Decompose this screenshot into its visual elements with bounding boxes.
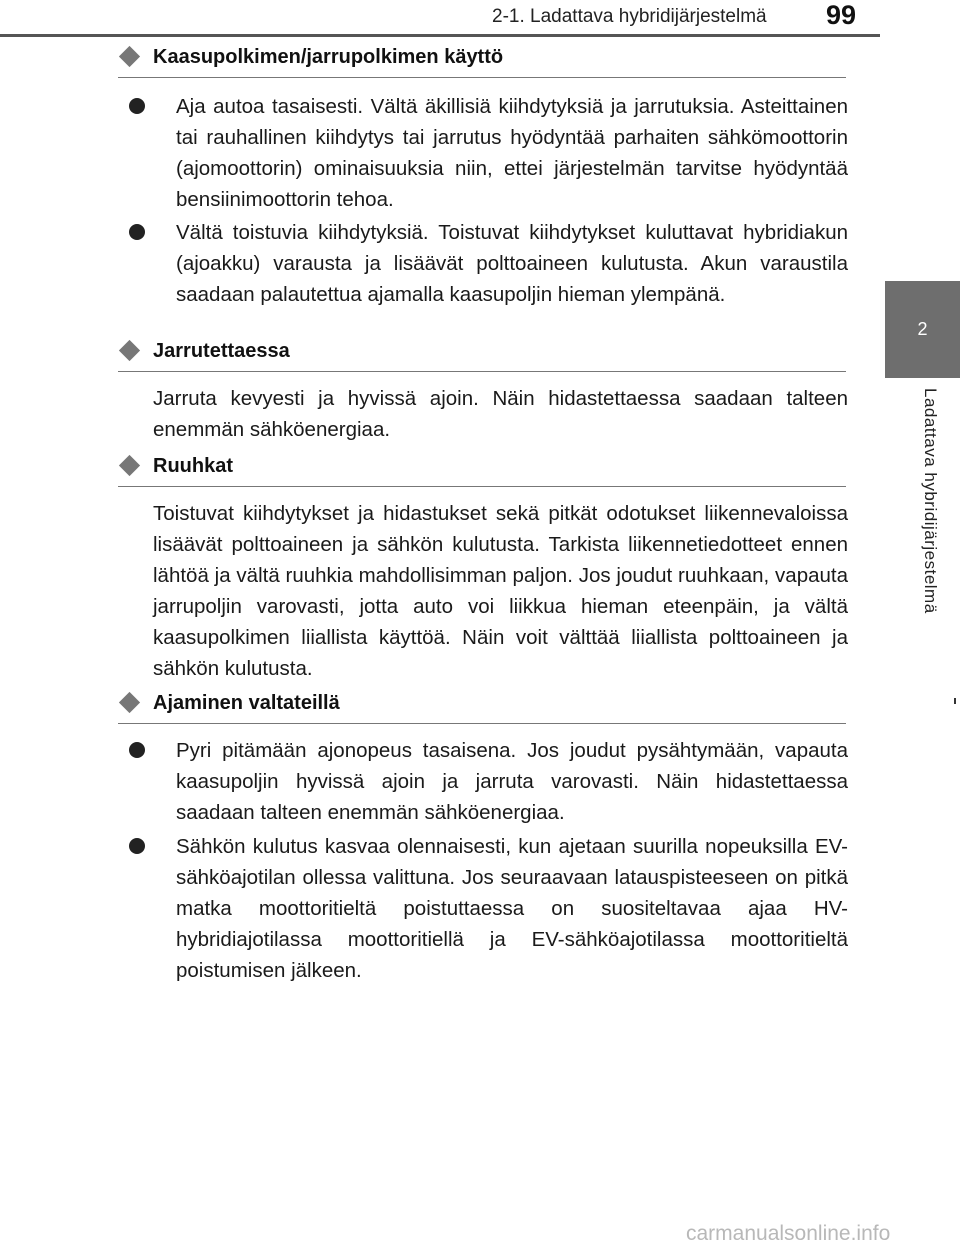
list-item-text: Pyri pitämään ajonopeus tasaisena. Jos joudut pysähtymään, vapauta kaasupoljin hyvissä ajoin ja jarruta varovasti. Näin hidastettaessa saadaan talteen enemmän sähköenergiaa. xyxy=(176,739,848,824)
section-title: Kaasupolkimen/jarrupolkimen käyttö xyxy=(153,46,504,68)
list-item-text: Aja autoa tasaisesti. Vältä äkillisiä kiihdytyksiä ja jarrutuksia. Asteittainen tai rauhallinen kiihdytys tai jarrutus hyödyntää parhaiten sähkömoottorin (ajomoottorin) ominaisuuksia niin, ettei järjestelmän tarvitse hyödyntää bensiinimoottorin tehoa. xyxy=(176,95,848,211)
section-rule xyxy=(118,723,846,724)
section-rule xyxy=(118,371,846,372)
bullet-dot-icon xyxy=(129,224,145,240)
bullet-dot-icon xyxy=(129,838,145,854)
bullet-dot-icon xyxy=(129,742,145,758)
chapter-title-vertical: Ladattava hybridijärjestelmä xyxy=(921,388,940,614)
list-item-text: Vältä toistuvia kiihdytyksiä. Toistuvat kiihdytykset kuluttavat hybridiakun (ajoakku) varausta ja lisäävät polttoaineen kulutusta. Akun varaustila saadaan palautettua ajamalla kaasupoljin hieman ylempänä. xyxy=(176,221,848,306)
section-title: Jarrutettaessa xyxy=(153,340,290,362)
side-tick xyxy=(954,698,956,704)
list-item xyxy=(118,91,848,215)
list-item xyxy=(118,217,848,310)
chapter-tab xyxy=(885,281,960,378)
bullet-dot-icon xyxy=(129,98,145,114)
diamond-bullet-icon xyxy=(119,455,140,476)
header-title: 2-1. Ladattava hybridijärjestelmä xyxy=(492,6,767,27)
section-rule xyxy=(118,77,846,78)
section-paragraph: Jarruta kevyesti ja hyvissä ajoin. Näin hidastettaessa saadaan talteen enemmän sähköenergiaa. xyxy=(153,387,848,441)
section-highway-driving xyxy=(118,692,848,986)
section-heading xyxy=(118,340,848,374)
section-braking xyxy=(118,340,848,445)
header-rule xyxy=(0,34,880,37)
watermark: carmanualsonline.info xyxy=(686,1222,891,1245)
section-heading xyxy=(118,692,848,726)
diamond-bullet-icon xyxy=(119,46,140,67)
chapter-number: 2 xyxy=(917,319,928,339)
list-item xyxy=(118,831,848,986)
diamond-bullet-icon xyxy=(119,340,140,361)
list-item xyxy=(118,735,848,828)
page-header xyxy=(0,0,960,36)
section-title: Ruuhkat xyxy=(153,455,233,477)
diamond-bullet-icon xyxy=(119,692,140,713)
section-paragraph: Toistuvat kiihdytykset ja hidastukset sekä pitkät odotukset liikennevaloissa lisäävät polttoaineen ja sähkön kulutusta. Tarkista liikennetiedotteet ennen lähtöä ja vältä ruuhkia mahdollisimman paljon. Jos joudut ruuhkaan, vapauta jarrupoljin varovasti, jotta auto voi liikkua hieman eteenpäin, ja vältä kaasupolkimen liiallista käyttöä. Näin voit välttää liiallista polttoaineen ja sähkön kulutusta. xyxy=(153,502,848,680)
section-rule xyxy=(118,486,846,487)
section-title: Ajaminen valtateillä xyxy=(153,692,340,714)
page-number: 99 xyxy=(826,0,857,30)
section-heading xyxy=(118,46,848,80)
section-pedal-use xyxy=(118,46,848,310)
section-heading xyxy=(118,455,848,489)
section-traffic-jams xyxy=(118,455,848,684)
list-item-text: Sähkön kulutus kasvaa olennaisesti, kun ajetaan suurilla nopeuksilla EV-sähköajotilan ollessa valittuna. Jos seuraavaan latauspisteeseen on pitkä matka moottoritieltä poistuttaessa on suositeltavaa ajaa HV-hybridiajotilassa moottoritiellä ja EV-sähköajotilassa moottoritieltä poistumisen jälkeen. xyxy=(176,835,848,982)
